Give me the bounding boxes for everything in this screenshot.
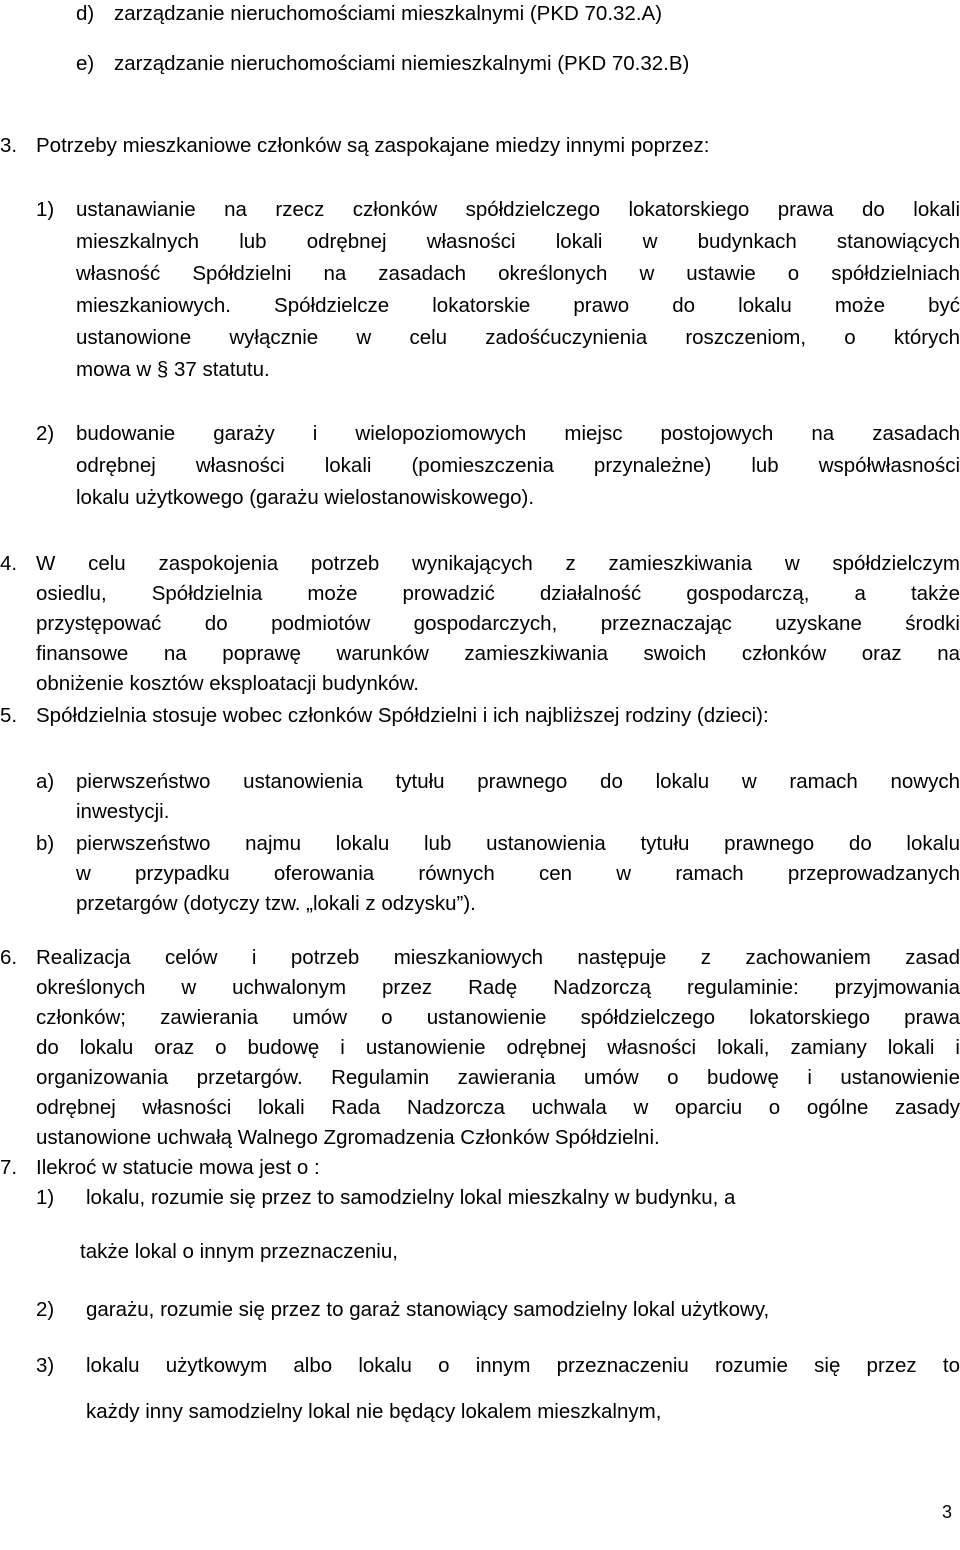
- section-number: 5.: [0, 704, 18, 727]
- paragraph-line: mieszkaniowych. Spółdzielcze lokatorskie prawo do lokalu może być: [76, 294, 960, 317]
- section-number: 4.: [0, 552, 18, 575]
- list-label: e): [76, 52, 95, 75]
- list-item-text: zarządzanie nieruchomościami mieszkalnymi (PKD 70.32.A): [114, 2, 663, 25]
- list-label: b): [36, 832, 55, 855]
- paragraph-line: także lokal o innym przeznaczeniu,: [80, 1240, 398, 1263]
- paragraph-line: każdy inny samodzielny lokal nie będący lokalem mieszkalnym,: [86, 1400, 662, 1423]
- section-intro: Ilekroć w statucie mowa jest o :: [36, 1156, 320, 1179]
- section-number: 7.: [0, 1156, 18, 1179]
- list-item-text: zarządzanie nieruchomościami niemieszkalnymi (PKD 70.32.B): [114, 52, 690, 75]
- paragraph-line: finansowe na poprawę warunków zamieszkiwania swoich członków oraz na: [36, 642, 960, 665]
- paragraph-line: lokalu użytkowym albo lokalu o innym przeznaczeniu rozumie się przez to: [86, 1354, 960, 1377]
- paragraph-line: Realizacja celów i potrzeb mieszkaniowych następuje z zachowaniem zasad: [36, 946, 960, 969]
- paragraph-line: przystępować do podmiotów gospodarczych, przeznaczając uzyskane środki: [36, 612, 960, 635]
- list-label: d): [76, 2, 95, 25]
- paragraph-line: osiedlu, Spółdzielnia może prowadzić działalność gospodarczą, a także: [36, 582, 960, 605]
- paragraph-line: ustanowione uchwałą Walnego Zgromadzenia Członków Spółdzielni.: [36, 1126, 660, 1149]
- paragraph-line: ustanawianie na rzecz członków spółdzielczego lokatorskiego prawa do lokali: [76, 198, 960, 221]
- paragraph-line: inwestycji.: [76, 800, 170, 823]
- paragraph-line: organizowania przetargów. Regulamin zawierania umów o budowę i ustanowienie: [36, 1066, 960, 1089]
- list-label: 3): [36, 1354, 55, 1377]
- section-intro: Spółdzielnia stosuje wobec członków Spółdzielni i ich najbliższej rodziny (dzieci):: [36, 704, 769, 727]
- paragraph-line: mieszkalnych lub odrębnej własności lokali w budynkach stanowiących: [76, 230, 960, 253]
- paragraph-line: garażu, rozumie się przez to garaż stanowiący samodzielny lokal użytkowy,: [86, 1298, 770, 1321]
- paragraph-line: pierwszeństwo ustanowienia tytułu prawnego do lokalu w ramach nowych: [76, 770, 960, 793]
- paragraph-line: budowanie garaży i wielopoziomowych miejsc postojowych na zasadach: [76, 422, 960, 445]
- paragraph-line: W celu zaspokojenia potrzeb wynikających z zamieszkiwania w spółdzielczym: [36, 552, 960, 575]
- paragraph-line: do lokalu oraz o budowę i ustanowienie odrębnej własności lokali, zamiany lokali i: [36, 1036, 960, 1059]
- paragraph-line: odrębnej własności lokali (pomieszczenia przynależne) lub współwłasności: [76, 454, 960, 477]
- list-label: a): [36, 770, 55, 793]
- section-number: 3.: [0, 134, 18, 157]
- section-intro: Potrzeby mieszkaniowe członków są zaspokajane miedzy innymi poprzez:: [36, 134, 710, 157]
- paragraph-line: odrębnej własności lokali Rada Nadzorcza uchwala w oparciu o ogólne zasady: [36, 1096, 960, 1119]
- list-label: 1): [36, 1186, 55, 1209]
- list-label: 2): [36, 1298, 55, 1321]
- list-label: 1): [36, 198, 55, 221]
- list-label: 2): [36, 422, 55, 445]
- paragraph-line: członków; zawierania umów o ustanowienie spółdzielczego lokatorskiego prawa: [36, 1006, 960, 1029]
- paragraph-line: lokalu użytkowego (garażu wielostanowiskowego).: [76, 486, 535, 509]
- paragraph-line: lokalu, rozumie się przez to samodzielny lokal mieszkalny w budynku, a: [86, 1186, 736, 1209]
- paragraph-line: własność Spółdzielni na zasadach określonych w ustawie o spółdzielniach: [76, 262, 960, 285]
- paragraph-line: określonych w uchwalonym przez Radę Nadzorczą regulaminie: przyjmowania: [36, 976, 960, 999]
- paragraph-line: obniżenie kosztów eksploatacji budynków.: [36, 672, 419, 695]
- paragraph-line: mowa w § 37 statutu.: [76, 358, 270, 381]
- paragraph-line: przetargów (dotyczy tzw. „lokali z odzysku”).: [76, 892, 476, 915]
- paragraph-line: pierwszeństwo najmu lokalu lub ustanowienia tytułu prawnego do lokalu: [76, 832, 960, 855]
- section-number: 6.: [0, 946, 18, 969]
- page-number: 3: [941, 1502, 952, 1522]
- paragraph-line: ustanowione wyłącznie w celu zadośćuczynienia roszczeniom, o których: [76, 326, 960, 349]
- paragraph-line: w przypadku oferowania równych cen w ramach przeprowadzanych: [76, 862, 960, 885]
